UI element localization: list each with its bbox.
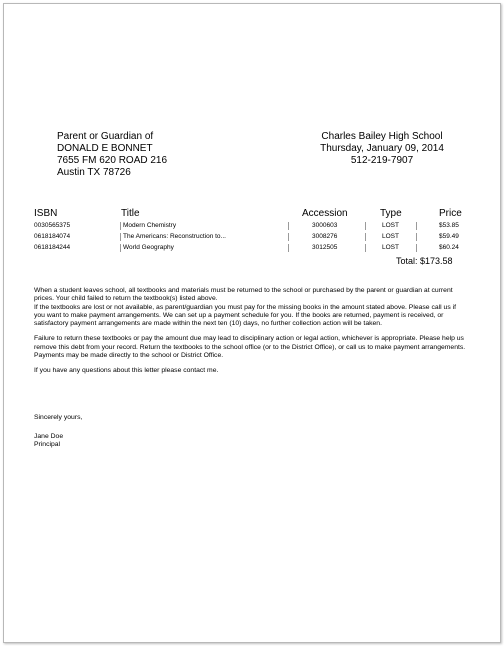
cell-type: LOST <box>382 222 399 229</box>
recipient-street: 7655 FM 620 ROAD 216 <box>57 155 168 166</box>
closing: Sincerely yours, <box>34 414 83 421</box>
cell-isbn: 0618184244 <box>34 244 71 251</box>
header-isbn: ISBN <box>34 208 58 219</box>
recipient-address <box>57 131 167 179</box>
column-divider <box>288 233 289 241</box>
column-divider <box>288 222 289 230</box>
cell-title: The Americans: Reconstruction to... <box>123 233 226 240</box>
cell-price: $59.49 <box>439 233 459 240</box>
school-info <box>318 131 446 167</box>
letter-date: Thursday, January 09, 2014 <box>320 143 444 154</box>
table-row <box>0 232 504 242</box>
cell-type: LOST <box>382 244 399 251</box>
paragraph-contact: If you have any questions about this letter please contact me. <box>34 367 219 375</box>
school-name: Charles Bailey High School <box>321 131 443 142</box>
column-divider <box>416 233 417 241</box>
column-divider <box>288 244 289 252</box>
signer-title: Principal <box>34 441 61 448</box>
recipient-name: DONALD E BONNET <box>57 143 153 154</box>
cell-isbn: 0618184074 <box>34 233 71 240</box>
cell-isbn: 0030565375 <box>34 222 71 229</box>
header-price: Price <box>439 208 462 219</box>
paragraph-returns: When a student leaves school, all textbooks and materials must be returned to the school or purchased by the parent or guardian at current prices. Your child failed to return the textbook(s) listed above. <box>34 287 453 303</box>
table-row <box>0 221 504 231</box>
school-phone: 512-219-7907 <box>350 155 414 166</box>
cell-type: LOST <box>382 233 399 240</box>
paragraph-consequences: Failure to return these textbooks or pay the amount due may lead to disciplinary action or legal action, whichever is appropriate. Please help us remove this debt from your record. Return the textbooks to the school office (or to the District Office), or call us to make payment arrangements. Payments may be made directly to the school or District Office. <box>34 335 466 360</box>
header-type: Type <box>380 208 402 219</box>
column-divider <box>365 244 366 252</box>
column-divider <box>365 222 366 230</box>
column-divider <box>365 233 366 241</box>
cell-accession: 3008276 <box>312 233 338 240</box>
recipient-line1: Parent or Guardian of <box>57 131 154 142</box>
column-divider <box>416 222 417 230</box>
header-title: Title <box>121 208 140 219</box>
cell-accession: 3012505 <box>312 244 338 251</box>
cell-price: $60.24 <box>439 244 459 251</box>
cell-price: $53.85 <box>439 222 459 229</box>
column-divider <box>120 233 121 241</box>
recipient-city: Austin TX 78726 <box>57 167 131 178</box>
table-row <box>0 243 504 253</box>
total-amount: Total: $173.58 <box>396 256 453 266</box>
header-accession: Accession <box>302 208 348 219</box>
letter-body <box>34 287 467 383</box>
paragraph-payment: If the textbooks are lost or not available, as parent/guardian you must pay for the missing books in the amount stated above. Please call us if you want to make payment arrangements. We can set up a payment schedule for you. If the books are returned, payment is received, or satisfactory payment arrangements are made within the next ten (10) days, no further collection action will be taken. <box>34 303 457 328</box>
column-divider <box>416 244 417 252</box>
column-divider <box>120 244 121 252</box>
signer-name: Jane Doe <box>34 433 64 440</box>
cell-title: Modern Chemistry <box>123 222 177 229</box>
cell-accession: 3000603 <box>312 222 338 229</box>
cell-title: World Geography <box>123 244 174 251</box>
column-divider <box>120 222 121 230</box>
